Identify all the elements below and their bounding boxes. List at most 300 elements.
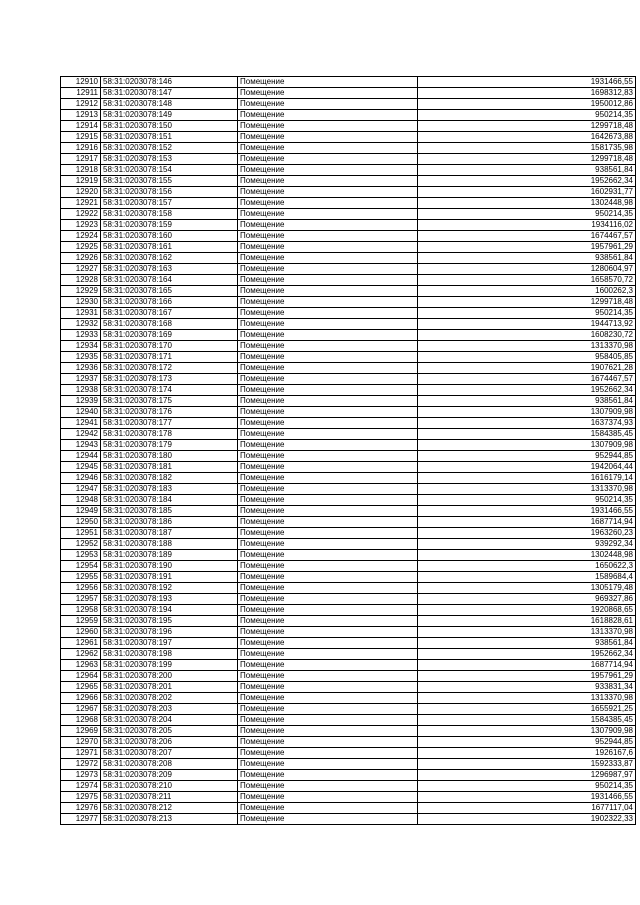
cadastral-number-cell: 58:31:0203078:153 <box>101 154 238 165</box>
cadastral-number-cell: 58:31:0203078:163 <box>101 264 238 275</box>
cadastral-number-cell: 58:31:0203078:148 <box>101 99 238 110</box>
row-number-cell: 12920 <box>61 187 101 198</box>
row-number-cell: 12936 <box>61 363 101 374</box>
cadastral-number-cell: 58:31:0203078:213 <box>101 814 238 825</box>
cadastral-number-cell: 58:31:0203078:206 <box>101 737 238 748</box>
cadastral-number-cell: 58:31:0203078:186 <box>101 517 238 528</box>
cadastral-value-cell: 1602931,77 <box>418 187 636 198</box>
object-type-cell: Помещение <box>238 528 418 539</box>
cadastral-value-table <box>60 76 636 825</box>
row-number-cell: 12911 <box>61 88 101 99</box>
row-number-cell: 12951 <box>61 528 101 539</box>
cadastral-number-cell: 58:31:0203078:158 <box>101 209 238 220</box>
table-row <box>61 715 636 726</box>
cadastral-value-cell: 938561,84 <box>418 396 636 407</box>
object-type-cell: Помещение <box>238 473 418 484</box>
cadastral-number-cell: 58:31:0203078:207 <box>101 748 238 759</box>
object-type-cell: Помещение <box>238 121 418 132</box>
cadastral-number-cell: 58:31:0203078:182 <box>101 473 238 484</box>
object-type-cell: Помещение <box>238 385 418 396</box>
table-row <box>61 649 636 660</box>
row-number-cell: 12967 <box>61 704 101 715</box>
cadastral-number-cell: 58:31:0203078:152 <box>101 143 238 154</box>
cadastral-value-cell: 1584385,45 <box>418 429 636 440</box>
cadastral-value-cell: 1952662,34 <box>418 176 636 187</box>
row-number-cell: 12937 <box>61 374 101 385</box>
row-number-cell: 12931 <box>61 308 101 319</box>
row-number-cell: 12915 <box>61 132 101 143</box>
table-row <box>61 671 636 682</box>
cadastral-value-cell: 1931466,55 <box>418 792 636 803</box>
cadastral-value-cell: 1952662,34 <box>418 385 636 396</box>
table-row <box>61 473 636 484</box>
row-number-cell: 12926 <box>61 253 101 264</box>
cadastral-value-cell: 1944713,92 <box>418 319 636 330</box>
table-row <box>61 88 636 99</box>
cadastral-number-cell: 58:31:0203078:154 <box>101 165 238 176</box>
cadastral-value-cell: 939292,34 <box>418 539 636 550</box>
cadastral-value-cell: 1584385,45 <box>418 715 636 726</box>
object-type-cell: Помещение <box>238 484 418 495</box>
row-number-cell: 12957 <box>61 594 101 605</box>
row-number-cell: 12955 <box>61 572 101 583</box>
cadastral-number-cell: 58:31:0203078:179 <box>101 440 238 451</box>
object-type-cell: Помещение <box>238 748 418 759</box>
cadastral-value-cell: 952944,85 <box>418 451 636 462</box>
object-type-cell: Помещение <box>238 693 418 704</box>
cadastral-number-cell: 58:31:0203078:196 <box>101 627 238 638</box>
cadastral-number-cell: 58:31:0203078:160 <box>101 231 238 242</box>
cadastral-value-cell: 1957961,29 <box>418 671 636 682</box>
object-type-cell: Помещение <box>238 275 418 286</box>
object-type-cell: Помещение <box>238 286 418 297</box>
cadastral-number-cell: 58:31:0203078:190 <box>101 561 238 572</box>
table-row <box>61 143 636 154</box>
table-row <box>61 737 636 748</box>
cadastral-value-cell: 1957961,29 <box>418 242 636 253</box>
table-body <box>61 77 636 825</box>
cadastral-number-cell: 58:31:0203078:189 <box>101 550 238 561</box>
row-number-cell: 12945 <box>61 462 101 473</box>
row-number-cell: 12971 <box>61 748 101 759</box>
table-row <box>61 121 636 132</box>
row-number-cell: 12919 <box>61 176 101 187</box>
cadastral-number-cell: 58:31:0203078:173 <box>101 374 238 385</box>
cadastral-number-cell: 58:31:0203078:201 <box>101 682 238 693</box>
table-row <box>61 264 636 275</box>
cadastral-value-cell: 1926167,6 <box>418 748 636 759</box>
row-number-cell: 12968 <box>61 715 101 726</box>
row-number-cell: 12972 <box>61 759 101 770</box>
table-row <box>61 627 636 638</box>
table-row <box>61 539 636 550</box>
object-type-cell: Помещение <box>238 330 418 341</box>
cadastral-number-cell: 58:31:0203078:211 <box>101 792 238 803</box>
row-number-cell: 12922 <box>61 209 101 220</box>
cadastral-value-cell: 1302448,98 <box>418 198 636 209</box>
cadastral-value-cell: 952944,85 <box>418 737 636 748</box>
cadastral-value-cell: 1674467,57 <box>418 231 636 242</box>
cadastral-value-cell: 950214,35 <box>418 495 636 506</box>
cadastral-value-cell: 1307909,98 <box>418 440 636 451</box>
table-row <box>61 198 636 209</box>
object-type-cell: Помещение <box>238 649 418 660</box>
row-number-cell: 12976 <box>61 803 101 814</box>
object-type-cell: Помещение <box>238 264 418 275</box>
cadastral-value-cell: 1313370,98 <box>418 693 636 704</box>
row-number-cell: 12974 <box>61 781 101 792</box>
object-type-cell: Помещение <box>238 770 418 781</box>
object-type-cell: Помещение <box>238 583 418 594</box>
table-row <box>61 297 636 308</box>
table-row <box>61 693 636 704</box>
object-type-cell: Помещение <box>238 550 418 561</box>
table-row <box>61 605 636 616</box>
cadastral-value-cell: 1920868,65 <box>418 605 636 616</box>
object-type-cell: Помещение <box>238 187 418 198</box>
cadastral-number-cell: 58:31:0203078:171 <box>101 352 238 363</box>
table-row <box>61 550 636 561</box>
row-number-cell: 12964 <box>61 671 101 682</box>
cadastral-value-cell: 1296987,97 <box>418 770 636 781</box>
cadastral-value-cell: 950214,35 <box>418 209 636 220</box>
cadastral-number-cell: 58:31:0203078:174 <box>101 385 238 396</box>
cadastral-value-cell: 1934116,02 <box>418 220 636 231</box>
cadastral-value-cell: 1589684,4 <box>418 572 636 583</box>
row-number-cell: 12918 <box>61 165 101 176</box>
row-number-cell: 12940 <box>61 407 101 418</box>
object-type-cell: Помещение <box>238 462 418 473</box>
table-row <box>61 638 636 649</box>
object-type-cell: Помещение <box>238 671 418 682</box>
cadastral-value-cell: 1313370,98 <box>418 627 636 638</box>
cadastral-value-cell: 1618828,61 <box>418 616 636 627</box>
cadastral-value-cell: 969327,86 <box>418 594 636 605</box>
object-type-cell: Помещение <box>238 704 418 715</box>
cadastral-value-cell: 938561,84 <box>418 253 636 264</box>
table-row <box>61 308 636 319</box>
object-type-cell: Помещение <box>238 605 418 616</box>
object-type-cell: Помещение <box>238 451 418 462</box>
table-row <box>61 561 636 572</box>
object-type-cell: Помещение <box>238 803 418 814</box>
cadastral-value-cell: 1963260,23 <box>418 528 636 539</box>
object-type-cell: Помещение <box>238 297 418 308</box>
table-row <box>61 770 636 781</box>
table-row <box>61 220 636 231</box>
cadastral-number-cell: 58:31:0203078:161 <box>101 242 238 253</box>
cadastral-value-cell: 1592333,87 <box>418 759 636 770</box>
row-number-cell: 12935 <box>61 352 101 363</box>
object-type-cell: Помещение <box>238 517 418 528</box>
row-number-cell: 12975 <box>61 792 101 803</box>
cadastral-value-cell: 1302448,98 <box>418 550 636 561</box>
table-row <box>61 462 636 473</box>
table-row <box>61 726 636 737</box>
cadastral-number-cell: 58:31:0203078:168 <box>101 319 238 330</box>
table-row <box>61 594 636 605</box>
row-number-cell: 12948 <box>61 495 101 506</box>
object-type-cell: Помещение <box>238 396 418 407</box>
cadastral-value-cell: 1674467,57 <box>418 374 636 385</box>
row-number-cell: 12921 <box>61 198 101 209</box>
cadastral-number-cell: 58:31:0203078:159 <box>101 220 238 231</box>
table-row <box>61 704 636 715</box>
table-row <box>61 110 636 121</box>
cadastral-value-cell: 1313370,98 <box>418 484 636 495</box>
row-number-cell: 12949 <box>61 506 101 517</box>
cadastral-value-cell: 1658570,72 <box>418 275 636 286</box>
cadastral-number-cell: 58:31:0203078:177 <box>101 418 238 429</box>
object-type-cell: Помещение <box>238 638 418 649</box>
object-type-cell: Помещение <box>238 198 418 209</box>
object-type-cell: Помещение <box>238 77 418 88</box>
object-type-cell: Помещение <box>238 715 418 726</box>
cadastral-number-cell: 58:31:0203078:209 <box>101 770 238 781</box>
object-type-cell: Помещение <box>238 374 418 385</box>
table-row <box>61 154 636 165</box>
cadastral-number-cell: 58:31:0203078:210 <box>101 781 238 792</box>
cadastral-number-cell: 58:31:0203078:149 <box>101 110 238 121</box>
cadastral-value-cell: 1650622,3 <box>418 561 636 572</box>
table-row <box>61 451 636 462</box>
cadastral-number-cell: 58:31:0203078:175 <box>101 396 238 407</box>
cadastral-number-cell: 58:31:0203078:193 <box>101 594 238 605</box>
cadastral-value-cell: 1608230,72 <box>418 330 636 341</box>
table-row <box>61 748 636 759</box>
cadastral-number-cell: 58:31:0203078:199 <box>101 660 238 671</box>
table-row <box>61 165 636 176</box>
table-row <box>61 275 636 286</box>
object-type-cell: Помещение <box>238 154 418 165</box>
cadastral-number-cell: 58:31:0203078:205 <box>101 726 238 737</box>
table-row <box>61 176 636 187</box>
cadastral-number-cell: 58:31:0203078:164 <box>101 275 238 286</box>
cadastral-value-cell: 938561,84 <box>418 638 636 649</box>
cadastral-number-cell: 58:31:0203078:147 <box>101 88 238 99</box>
cadastral-number-cell: 58:31:0203078:184 <box>101 495 238 506</box>
object-type-cell: Помещение <box>238 682 418 693</box>
table-row <box>61 231 636 242</box>
cadastral-value-cell: 1655921,25 <box>418 704 636 715</box>
cadastral-value-cell: 1280604,97 <box>418 264 636 275</box>
cadastral-number-cell: 58:31:0203078:172 <box>101 363 238 374</box>
cadastral-number-cell: 58:31:0203078:198 <box>101 649 238 660</box>
row-number-cell: 12942 <box>61 429 101 440</box>
object-type-cell: Помещение <box>238 253 418 264</box>
table-row <box>61 253 636 264</box>
object-type-cell: Помещение <box>238 572 418 583</box>
row-number-cell: 12959 <box>61 616 101 627</box>
cadastral-value-cell: 1313370,98 <box>418 341 636 352</box>
table-row <box>61 242 636 253</box>
table-row <box>61 209 636 220</box>
row-number-cell: 12947 <box>61 484 101 495</box>
row-number-cell: 12914 <box>61 121 101 132</box>
cadastral-value-cell: 1299718,48 <box>418 121 636 132</box>
object-type-cell: Помещение <box>238 99 418 110</box>
object-type-cell: Помещение <box>238 143 418 154</box>
cadastral-value-cell: 1305179,48 <box>418 583 636 594</box>
table-row <box>61 418 636 429</box>
row-number-cell: 12923 <box>61 220 101 231</box>
cadastral-number-cell: 58:31:0203078:166 <box>101 297 238 308</box>
table-row <box>61 803 636 814</box>
table-row <box>61 759 636 770</box>
row-number-cell: 12910 <box>61 77 101 88</box>
object-type-cell: Помещение <box>238 429 418 440</box>
cadastral-value-cell: 958405,85 <box>418 352 636 363</box>
row-number-cell: 12930 <box>61 297 101 308</box>
table-row <box>61 396 636 407</box>
cadastral-number-cell: 58:31:0203078:157 <box>101 198 238 209</box>
row-number-cell: 12977 <box>61 814 101 825</box>
cadastral-number-cell: 58:31:0203078:155 <box>101 176 238 187</box>
cadastral-number-cell: 58:31:0203078:165 <box>101 286 238 297</box>
table-row <box>61 440 636 451</box>
cadastral-value-cell: 950214,35 <box>418 308 636 319</box>
object-type-cell: Помещение <box>238 132 418 143</box>
table-row <box>61 352 636 363</box>
object-type-cell: Помещение <box>238 792 418 803</box>
cadastral-value-cell: 1299718,48 <box>418 154 636 165</box>
table-row <box>61 385 636 396</box>
cadastral-value-cell: 1687714,94 <box>418 517 636 528</box>
row-number-cell: 12928 <box>61 275 101 286</box>
cadastral-value-cell: 950214,35 <box>418 110 636 121</box>
row-number-cell: 12969 <box>61 726 101 737</box>
table-row <box>61 660 636 671</box>
row-number-cell: 12912 <box>61 99 101 110</box>
cadastral-value-cell: 1698312,83 <box>418 88 636 99</box>
cadastral-number-cell: 58:31:0203078:151 <box>101 132 238 143</box>
table-row <box>61 407 636 418</box>
row-number-cell: 12956 <box>61 583 101 594</box>
table-row <box>61 528 636 539</box>
cadastral-value-cell: 1942064,44 <box>418 462 636 473</box>
row-number-cell: 12913 <box>61 110 101 121</box>
row-number-cell: 12939 <box>61 396 101 407</box>
row-number-cell: 12938 <box>61 385 101 396</box>
row-number-cell: 12924 <box>61 231 101 242</box>
table-row <box>61 484 636 495</box>
row-number-cell: 12941 <box>61 418 101 429</box>
table-row <box>61 814 636 825</box>
cadastral-value-cell: 1642673,88 <box>418 132 636 143</box>
object-type-cell: Помещение <box>238 440 418 451</box>
cadastral-number-cell: 58:31:0203078:204 <box>101 715 238 726</box>
row-number-cell: 12960 <box>61 627 101 638</box>
cadastral-number-cell: 58:31:0203078:169 <box>101 330 238 341</box>
table-row <box>61 374 636 385</box>
table-row <box>61 77 636 88</box>
cadastral-value-cell: 1931466,55 <box>418 77 636 88</box>
cadastral-number-cell: 58:31:0203078:200 <box>101 671 238 682</box>
object-type-cell: Помещение <box>238 660 418 671</box>
cadastral-number-cell: 58:31:0203078:150 <box>101 121 238 132</box>
row-number-cell: 12952 <box>61 539 101 550</box>
cadastral-value-cell: 1307909,98 <box>418 726 636 737</box>
cadastral-value-cell: 1307909,98 <box>418 407 636 418</box>
object-type-cell: Помещение <box>238 319 418 330</box>
cadastral-value-cell: 1952662,34 <box>418 649 636 660</box>
cadastral-number-cell: 58:31:0203078:180 <box>101 451 238 462</box>
cadastral-value-cell: 1687714,94 <box>418 660 636 671</box>
object-type-cell: Помещение <box>238 231 418 242</box>
row-number-cell: 12933 <box>61 330 101 341</box>
object-type-cell: Помещение <box>238 814 418 825</box>
object-type-cell: Помещение <box>238 341 418 352</box>
object-type-cell: Помещение <box>238 781 418 792</box>
row-number-cell: 12961 <box>61 638 101 649</box>
table-row <box>61 286 636 297</box>
cadastral-number-cell: 58:31:0203078:202 <box>101 693 238 704</box>
cadastral-value-cell: 938561,84 <box>418 165 636 176</box>
object-type-cell: Помещение <box>238 495 418 506</box>
cadastral-value-cell: 1600262,3 <box>418 286 636 297</box>
cadastral-value-cell: 1950012,86 <box>418 99 636 110</box>
object-type-cell: Помещение <box>238 616 418 627</box>
object-type-cell: Помещение <box>238 165 418 176</box>
table-row <box>61 495 636 506</box>
row-number-cell: 12925 <box>61 242 101 253</box>
object-type-cell: Помещение <box>238 242 418 253</box>
row-number-cell: 12929 <box>61 286 101 297</box>
object-type-cell: Помещение <box>238 506 418 517</box>
row-number-cell: 12965 <box>61 682 101 693</box>
object-type-cell: Помещение <box>238 418 418 429</box>
cadastral-number-cell: 58:31:0203078:178 <box>101 429 238 440</box>
cadastral-number-cell: 58:31:0203078:208 <box>101 759 238 770</box>
object-type-cell: Помещение <box>238 308 418 319</box>
cadastral-number-cell: 58:31:0203078:197 <box>101 638 238 649</box>
cadastral-number-cell: 58:31:0203078:167 <box>101 308 238 319</box>
row-number-cell: 12927 <box>61 264 101 275</box>
cadastral-value-cell: 1677117,04 <box>418 803 636 814</box>
row-number-cell: 12950 <box>61 517 101 528</box>
row-number-cell: 12970 <box>61 737 101 748</box>
table-row <box>61 132 636 143</box>
object-type-cell: Помещение <box>238 594 418 605</box>
cadastral-value-cell: 1299718,48 <box>418 297 636 308</box>
table-row <box>61 330 636 341</box>
cadastral-number-cell: 58:31:0203078:212 <box>101 803 238 814</box>
row-number-cell: 12943 <box>61 440 101 451</box>
cadastral-value-cell: 1637374,93 <box>418 418 636 429</box>
row-number-cell: 12932 <box>61 319 101 330</box>
object-type-cell: Помещение <box>238 561 418 572</box>
table-row <box>61 517 636 528</box>
row-number-cell: 12962 <box>61 649 101 660</box>
table-row <box>61 99 636 110</box>
object-type-cell: Помещение <box>238 209 418 220</box>
cadastral-value-cell: 1616179,14 <box>418 473 636 484</box>
cadastral-value-cell: 1902322,33 <box>418 814 636 825</box>
table-row <box>61 187 636 198</box>
cadastral-value-cell: 1581735,98 <box>418 143 636 154</box>
row-number-cell: 12946 <box>61 473 101 484</box>
table-row <box>61 319 636 330</box>
cadastral-number-cell: 58:31:0203078:162 <box>101 253 238 264</box>
object-type-cell: Помещение <box>238 363 418 374</box>
row-number-cell: 12954 <box>61 561 101 572</box>
cadastral-number-cell: 58:31:0203078:192 <box>101 583 238 594</box>
object-type-cell: Помещение <box>238 726 418 737</box>
row-number-cell: 12953 <box>61 550 101 561</box>
object-type-cell: Помещение <box>238 352 418 363</box>
object-type-cell: Помещение <box>238 627 418 638</box>
table-row <box>61 341 636 352</box>
